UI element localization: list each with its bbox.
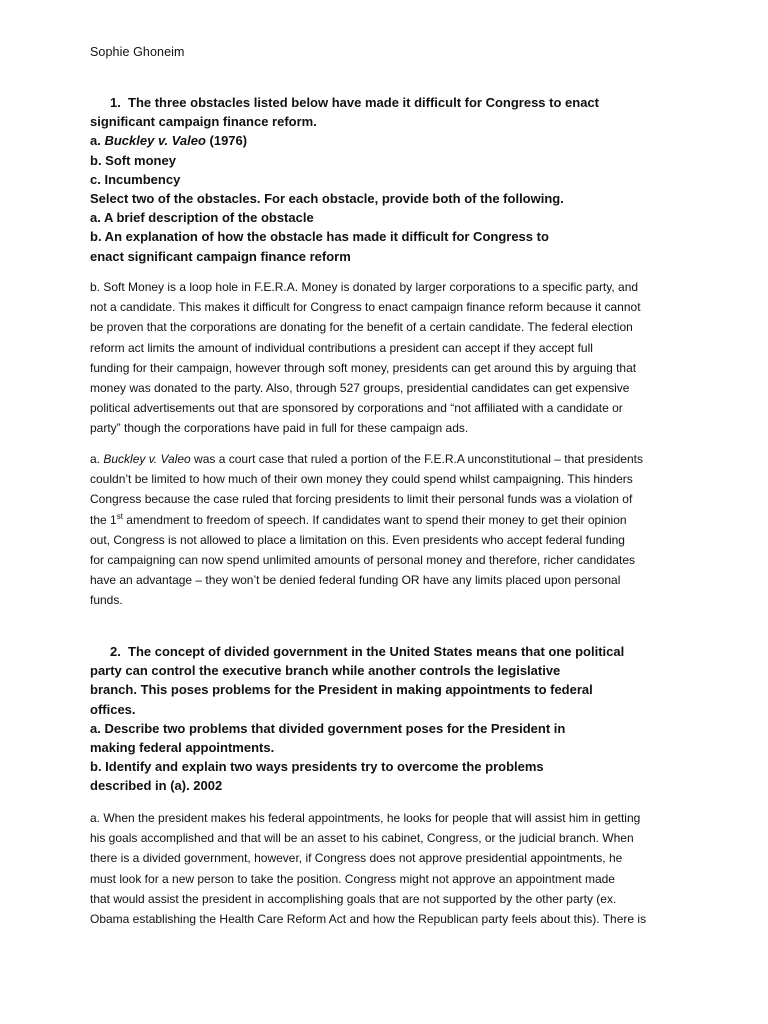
answer-line: a. Buckley v. Valeo was a court case that ruled a portion of the F.E.R.A unconstitutional – that presidents bbox=[90, 452, 643, 466]
question-2 bbox=[90, 642, 630, 796]
answer-line: his goals accomplished and that will be an asset to his cabinet, Congress, or the judicial branch. When bbox=[90, 831, 634, 846]
question-1-option-b: b. Soft money bbox=[90, 152, 176, 168]
answer-line: not a candidate. This makes it difficult for Congress to enact campaign finance reform because it cannot bbox=[90, 300, 641, 315]
question-1-line: Select two of the obstacles. For each obstacle, provide both of the following. bbox=[90, 191, 564, 207]
answer-line: couldn’t be limited to how much of their own money they could spend whilst campaigning. This hinders bbox=[90, 472, 633, 487]
answer-line: out, Congress is not allowed to place a limitation on this. Even presidents who accept federal funding bbox=[90, 532, 625, 547]
question-2-line: described in (a). 2002 bbox=[90, 778, 223, 794]
question-2-line: making federal appointments. bbox=[90, 740, 275, 756]
question-number: 1. bbox=[110, 95, 121, 110]
question-2-line: a. Describe two problems that divided government poses for the President in bbox=[90, 720, 566, 736]
question-1-line: a. A brief description of the obstacle bbox=[90, 210, 314, 226]
answer-line: political advertisements out that are sponsored by corporations and “not affiliated with a candidate or bbox=[90, 401, 623, 416]
answer-line: Congress because the case ruled that forcing presidents to limit their personal funds was a violation of bbox=[90, 492, 633, 507]
answer-line: for campaigning can now spend unlimited amounts of personal money and therefore, richer candidates bbox=[90, 553, 635, 568]
answer-line: money was donated to the party. Also, through 527 groups, presidential candidates can get expensive bbox=[90, 381, 630, 396]
question-2-line: branch. This poses problems for the President in making appointments to federal bbox=[90, 682, 593, 698]
case-name: Buckley v. Valeo bbox=[104, 133, 206, 149]
answer-line: funds. bbox=[90, 593, 123, 608]
question-1-line: 1. The three obstacles listed below have made it difficult for Congress to enact bbox=[90, 93, 630, 112]
answer-line: funding for their campaign, however through soft money, presidents can get around this by arguing that bbox=[90, 360, 637, 375]
question-2-line: offices. bbox=[90, 701, 136, 717]
answer-line: that would assist the president in accomplishing goals that are not supported by the other party (ex. bbox=[90, 891, 617, 906]
answer-line: the 1st amendment to freedom of speech. If candidates want to spend their money to get their opinion bbox=[90, 511, 627, 527]
question-1-line: significant campaign finance reform. bbox=[90, 114, 317, 130]
question-number: 2. bbox=[110, 644, 121, 659]
question-1-option-c: c. Incumbency bbox=[90, 171, 181, 187]
question-1-option-a: a. Buckley v. Valeo (1976) bbox=[90, 133, 248, 149]
answer-line: there is a divided government, however, if Congress does not approve presidential appointments, he bbox=[90, 851, 623, 866]
answer-buckley bbox=[90, 449, 690, 611]
case-name: Buckley v. Valeo bbox=[103, 452, 191, 466]
answer-appointments bbox=[90, 808, 690, 929]
answer-line: party” though the corporations have paid in full for these campaign ads. bbox=[90, 421, 469, 436]
ordinal-superscript: st bbox=[116, 511, 123, 521]
answer-soft-money bbox=[90, 277, 690, 439]
question-2-line: party can control the executive branch while another controls the legislative bbox=[90, 663, 561, 679]
answer-line: a. When the president makes his federal appointments, he looks for people that will assist him in getting bbox=[90, 811, 641, 825]
answer-line: have an advantage – they won’t be denied federal funding OR have any limits placed upon personal bbox=[90, 573, 621, 588]
answer-line: be proven that the corporations are donating for the benefit of a certain candidate. The federal election bbox=[90, 320, 633, 335]
author-name: Sophie Ghoneim bbox=[90, 45, 185, 59]
answer-line: Obama establishing the Health Care Reform Act and how the Republican party feels about this). There is bbox=[90, 912, 647, 927]
answer-line: b. Soft Money is a loop hole in F.E.R.A. Money is donated by larger corporations to a specific party, and bbox=[90, 280, 639, 294]
answer-line: must look for a new person to take the position. Congress might not approve an appointment made bbox=[90, 871, 615, 886]
question-1-line: enact significant campaign finance reform bbox=[90, 248, 351, 264]
question-1-line: b. An explanation of how the obstacle has made it difficult for Congress to bbox=[90, 229, 549, 245]
question-1 bbox=[90, 93, 630, 266]
answer-line: reform act limits the amount of individual contributions a president can accept if they accept full bbox=[90, 340, 593, 355]
question-2-line: 2. The concept of divided government in the United States means that one political bbox=[90, 642, 630, 661]
question-2-line: b. Identify and explain two ways presidents try to overcome the problems bbox=[90, 759, 544, 775]
